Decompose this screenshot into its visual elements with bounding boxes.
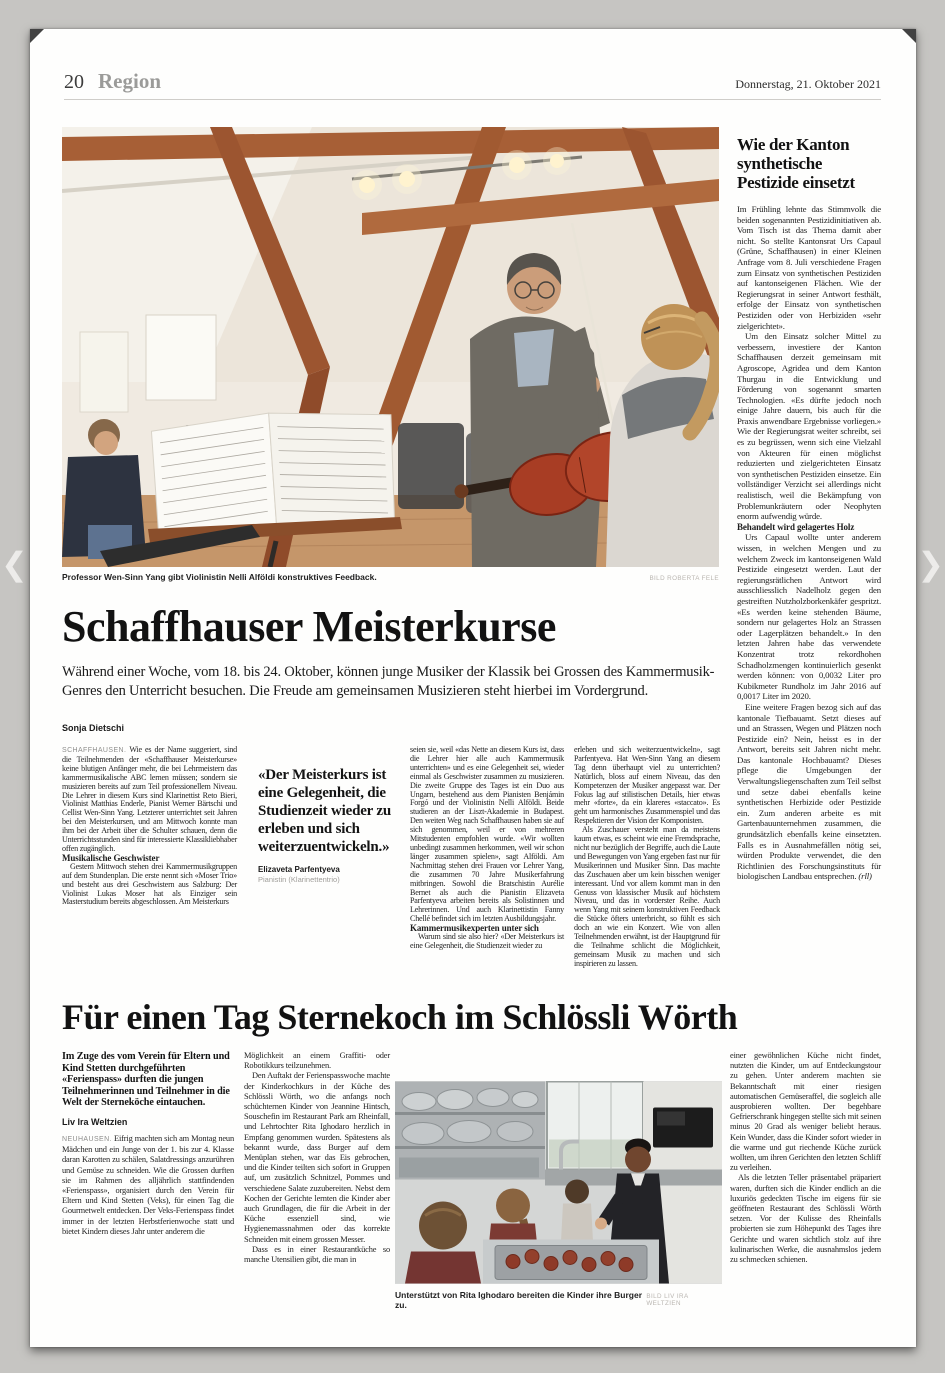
main-column-3: [410, 746, 564, 951]
sidebar-body: [737, 204, 881, 882]
subhead: Behandelt wird gelagertes Holz: [737, 521, 855, 532]
newspaper-page: [30, 29, 916, 1347]
sidebar-headline: Wie der Kanton synthetische Pestizide einsetzt: [737, 135, 855, 192]
pull-quote-block: [258, 766, 400, 884]
burger-tray: [483, 1240, 659, 1284]
paragraph: [62, 746, 237, 854]
main-photo-credit: BILD ROBERTA FELE: [649, 575, 719, 582]
paragraph: Als Zuschauer versteht man da meistens kaum etwas, es scheint wie eine Fremdsprache, nicht nur bezüglich der Begriffe, auch die Laute und Bewegungen von Yang ergeben fast nur für Musikerinnen und Musiker Sinn. Das machte das Zuschauen aber um kein bisschen weniger interessant. Und vor allem kommt man in den Genuss von klassischer Musik auf höchstem Niveau, und das in vorderster Reihe. Auch wenn Yang mit seinem konstruktiven Feedback die Stücke öfters unterbricht, so fühlt es sich doch an wie ein Konzert. Wie von allen Teilnehmenden erwähnt, ist der Hauptgrund für die Teilnahme schlicht die Möglichkeit, gemeinsam Musik zu machen und sich inspirieren zu lassen.: [574, 825, 720, 968]
main-author: Sonja Dietschi: [62, 723, 125, 733]
bottom-headline: Für einen Tag Sternekoch im Schlössli Wörth: [62, 997, 738, 1037]
main-photo-caption: Professor Wen-Sinn Yang gibt Violinistin Nelli Alföldi konstruktives Feedback.: [62, 572, 377, 582]
dateline-kicker: SCHAFFHAUSEN.: [62, 747, 127, 754]
kitchen-photo-illustration: [395, 1081, 722, 1284]
main-column-4: [574, 746, 720, 969]
paragraph: Urs Capaul wollte unter anderem wissen, in welchen Mengen und zu welchem Zweck im kantonseigenen Wald Pestizide eingesetzt werden. Laut der regierungsrätlichen Antwort wird ausschliesslich Nadelholz gegen den gestreiften Nutzholzborkenkäfer gespritzt. «Es werden keine stehenden Bäume, sondern nur gelagertes Holz an Strassen oder Lagerplätzen behandelt.» In den letzten Jahren habe das verwendete Konzentrat trotz rekordhohen Schadholzmengen kontinuierlich gesenkt werden können: von 0,0032 Liter pro Kubikmeter Rundholz im Jahr 2016 auf 0,0017 Liter im 2020.: [737, 532, 881, 702]
paragraph-text: Wie es der Name suggeriert, sind die Teilnehmenden der «Schaffhauser Meisterkurse» keine blutigen Anfänger mehr, die bei Lehrmeistern das kammermusikalische ABC lernen müssen; sondern sie musizieren bereits auf zum Teil professionellem Niveau. Die Lehrer in diesem Kurs sind Klarinettist Reto Bieri, Violinist Matthias Enderle, Pianist Werner Bärtschi und Cellist Wen-Sinn Yang. Letzterer unterrichtet seit Jahren bei den Meisterkursen, und am Mittwoch konnte man ihm bei der Arbeit über die Schulter schauen, denn die Unterrichtsstunden sind für interessierte Klassikliebhaber offen zugänglich.: [62, 745, 237, 853]
sidebar-article: [737, 135, 881, 882]
header-rule: [64, 99, 881, 100]
bottom-author: Liv Ira Weltzien: [62, 1116, 128, 1127]
main-photo-caption-row: [62, 572, 719, 582]
paragraph: Um den Einsatz solcher Mittel zu verbessern, investiere der Kanton Schaffhausen derzeit gemeinsam mit Agroscope, Agridea und dem Kanton Thurgau in die Entwicklung und Förderung von sogenannt smarten Technologien. «Es dürfte jedoch noch einige Jahre dauern, bis auch für die Praxis anwendbare Ergebnisse vorliegen.» Wie der Regierungsrat weiter schreibt, sei es zu begrüssen, wenn sich eine Vielzahl von Akteuren für einen möglichst reduzierten und zielgerichteten Einsatz von synthetischen Pestiziden einsetze. Ein vollständiger Verzicht sei allerdings nicht realistisch, weil die Bekämpfung von Problemunkräutern oder Neophyten enorm aufwendig würde.: [737, 331, 881, 522]
author-sig: (rll): [858, 871, 872, 882]
paragraph-text: Eine weitere Fragen bezog sich auf das kantonale Tiefbauamt. Setzt dieses auf und an Strassen, Wegen und Plätzen noch Pestizide ein? Nein, heisst es in der Antwort, bereits seit Jahren nicht mehr. Das kantonale Hochbauamt? Dieses pflege die Umgebungen der Verwaltungsliegenschaften zum Teil selbst und setze dabei ebenfalls keine synthetischen Herbizide oder Pestizide ein. Zum anderen arbeite es mit Gartenbauunternehmen zusammen, die grundsätzlich ebenfalls keine einsetzten. Falls es in Ausnahmefällen nötig sei, würden Produkte verwendet, die den Richtlinien des Forschungsinstituts für biologischen Landbau entsprechen.: [737, 701, 881, 882]
bottom-photo-caption-row: [395, 1290, 722, 1310]
paragraph: [737, 702, 881, 882]
paragraph: Dass es in einer Restaurantküche so manche Utensilien gibt, die man in: [244, 1244, 390, 1265]
bottom-photo-credit: BILD LIV IRA WELTZIEN: [646, 1293, 689, 1307]
main-article-photo: [62, 127, 719, 567]
wall-tv: [653, 1108, 713, 1148]
pot-shelf: [395, 1082, 545, 1180]
bottom-column-2: [244, 1051, 390, 1265]
dateline-kicker: NEUHAUSEN.: [62, 1135, 112, 1143]
chevron-left-icon: ❮: [1, 545, 28, 583]
page-number: 20: [64, 71, 84, 93]
bottom-article-photo: [395, 1081, 722, 1284]
chevron-right-icon: ❯: [917, 545, 944, 583]
section-title: Region: [98, 69, 161, 93]
pull-quote-role: Pianistin (Klarinettentrio): [258, 875, 340, 884]
masterclass-photo-illustration: [62, 127, 719, 567]
paragraph: einer gewöhnlichen Küche nicht findet, nutzten die Kinder, um auf Entdeckungstour zu gehen. Unter anderem machten sie Bekanntschaft mit einer riesigen automatischen Gemüseraffel, die sogleich alle ausprobieren wollten. Der begehbare Gefrierschrank hingegen stellte sich mit seinen minus 20 Grad als weniger beliebt heraus. Kein Wunder, dass die Kinder sofort wieder in die warme und gut riechende Küche zurück wollten, um ihren Gerichten den letzten Schliff zu verleihen.: [730, 1051, 881, 1173]
paragraph: erleben und sich weiterzuentwickeln», sagt Parfentyeva. Hat Wen-Sinn Yang an diesem Tag denn überhaupt viel zu unterrichten? Natürlich, bloss auf einem Niveau, das den Kompetenzen der Musiker angepasst war. Der Fokus lag auf stilistischen Details, hier etwas mehr «forte», da ein klareres «staccato». Es geht um harmonisches Zusammenspiel und das Respektieren der Vision der Komponisten.: [574, 745, 720, 826]
main-lede: Während einer Woche, vom 18. bis 24. Oktober, können junge Musiker der Klassik bei Grossen des Kammermusik-Genres den Unterricht besuchen. Die Freude am gemeinsamen Musizieren steht hierbei im Vordergrund.: [62, 664, 715, 699]
paragraph-text: Eifrig machten sich am Montag neun Mädchen und ein Junge von der 1. bis zur 4. Klasse daran Karotten zu schälen, Salatdressings anzurühren und Gemüse zu schneiden. Wie die Grossen durften sie im Rahmen des alljährlich stattfindenden «Ferienspass», organisiert durch den Verein für Eltern und Kind Stetten (Veks), für einen Tag die Gourmetwelt entdecken. Der Veks-Ferienspass findet immer in der letzten Herbstferienwoche statt und bietet Kindern dieses Jahr unter anderem die: [62, 1133, 235, 1236]
prev-page-button[interactable]: [1, 545, 28, 583]
next-page-button[interactable]: [917, 545, 944, 583]
page-corner-curl-left: [30, 29, 44, 43]
page-corner-curl-right: [902, 29, 916, 43]
paragraph: Warum sind sie also hier? «Der Meisterkurs ist eine Gelegenheit, die Studienzeit wieder zu: [410, 932, 564, 950]
paragraph: Möglichkeit an einem Graffiti- oder Robotikkurs teilzunehmen.: [244, 1051, 390, 1071]
paragraph: [62, 1134, 234, 1237]
subhead: Musikalische Geschwister: [62, 852, 160, 863]
page-header: [64, 69, 881, 94]
paragraph: Im Frühling lehnte das Stimmvolk die beiden sogenannten Pestizidinitiativen ab. Vom Tisch ist das Thema damit aber nicht. So stellte Kantonsrat Urs Capaul (Grüne, Schaffhausen) in einer Kleinen Anfrage vom 8. Juli verschiedene Fragen zum Einsatz von synthetischen Pestiziden auf kantonseigenen Flächen. Wie der Regierungsrat in seiner Antwort festhält, erfolge der Einsatz von synthetischen Pestiziden oder von Herbiziden «sehr zielgerichtet».: [737, 204, 881, 331]
subhead: Kammermusikexperten unter sich: [410, 923, 539, 934]
paragraph: Als die letzten Teller präsentabel präpariert waren, durften sich die Kinder endlich an die luxuriös gedeckten Tische im eigens für sie geöffneten Restaurant des Schlössli Wörth setzen. Vor der Kulisse des Rheinfalls probierten sie zum Höhepunkt des Tages ihre Gerichte und waren sichtlich stolz auf ihre kulinarischen Werke, die ausnahmslos jedem zu schmecken schienen.: [730, 1173, 881, 1265]
issue-date: Donnerstag, 21. Oktober 2021: [735, 77, 881, 91]
pull-quote-name: Elizaveta Parfentyeva: [258, 865, 340, 874]
paragraph: Gestern Mittwoch stehen drei Kammermusikgruppen auf dem Stundenplan. Die erste nennt sich «Moser Trio» und besteht aus drei Geschwistern aus Salzburg: Der Violinist Lukas Moser hat als Einziger sein Masterstudium bereits abgeschlossen. Am Meisterkurs: [62, 861, 237, 907]
bottom-column-1: [62, 1051, 234, 1237]
bottom-photo-caption: Unterstützt von Rita Ighodaro bereiten die Kinder ihre Burger zu.: [395, 1290, 642, 1310]
pull-quote-text: «Der Meisterkurs ist eine Gelegenheit, die Studienzeit wieder zu erleben und sich weiterzuentwickeln.»: [258, 767, 392, 855]
main-column-1: [62, 746, 237, 907]
bottom-intro: Im Zuge des vom Verein für Eltern und Kind Stetten durchgeführten «Ferienspass» durften die jungen Teilnehmerinnen und Teilnehmer in die Welt der Sterneköche eintauchen.: [62, 1051, 230, 1109]
bottom-column-3: [730, 1051, 881, 1265]
paragraph: seien sie, weil «das Nette an diesem Kurs ist, dass die Lehrer hier alle auch Kammermusik unterrichten» und es eine Gelegenheit sei, wieder einmal als Geschwister zusammen zu musizieren. Die zweite Gruppe des Tages ist ein Duo aus Ungarn, bestehend aus dem Pianisten Benjámin Forgó und der Violinistin Nelli Alföldi. Beide studieren an der Liszt-Akademie in Budapest. Den weiten Weg nach Schaffhausen haben sie auf sich genommen, weil er von mehreren Mitstudenten empfohlen wurde. «Wir wollten unbedingt zusammen herkommen, weil wir schon länger zusammen spielen», sagt Alföldi. Am Nachmittag stehen drei Frauen vor Lehrer Yang, die zusammen 70 Jahre Musikerfahrung mitbringen. Sowohl die Bratschistin Aurélie Bernet als auch die Pianistin Elizaveta Parfentyeva arbeiten bereits als Solistinnen und Lehrerinnen. Und auch Klarinettistin Fanny Chellé befindet sich im letzten Ausbildungsjahr.: [410, 745, 564, 924]
main-headline: Schaffhauser Meisterkurse: [62, 602, 556, 651]
paragraph: Den Auftakt der Ferienspasswoche machte der Kinderkochkurs in der Küche des Schlössli Wörth, wo die anfangs noch schüchternen Kinder von Jeannine Hintsch, Souschefin im Restaurant Park am Rheinfall, und Lehrtochter Rita Ighodaro herzlich in Empfang genommen wurden. Spätestens als bekannt wurde, dass Burger auf dem Menüplan stehen, war das Eis gebrochen, und die Kinder teilten sich sofort in Gruppen auf, um zusätzlich Schnitzel, Pommes und verschiedene Salate zuzubereiten. Nebst dem Kochen der Gerichte lernten die Kinder aber auch Grundlagen, die für die Arbeit in der Küche essenziell sind, wie Hygienemassnahmen oder das korrekte Schneiden mit einem grossen Messer.: [244, 1071, 390, 1244]
